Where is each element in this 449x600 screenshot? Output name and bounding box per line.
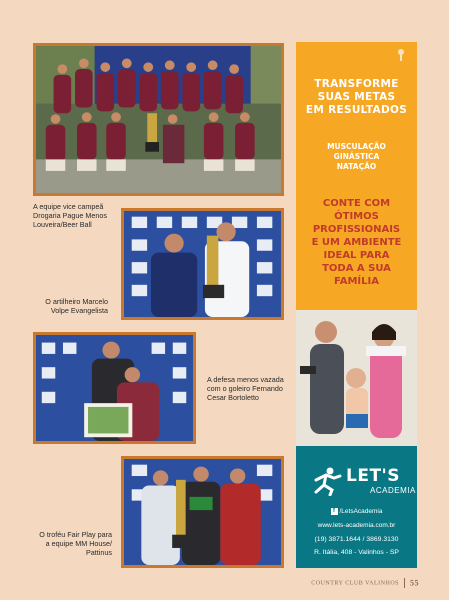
facebook-icon: f [331,508,338,515]
ad-services [296,142,417,172]
tagline-line: ÓTIMOS [334,211,379,222]
service-item: NATAÇÃO [336,162,377,171]
brand-name: LET'S [346,466,400,486]
fairplay-caption [20,530,112,557]
caption-line: Cesar Bortoletto [207,393,259,402]
ad-title-line: TRANSFORME [314,78,399,90]
defense-caption [207,375,284,402]
caption-line: O artilheiro Marcelo [45,297,108,306]
tagline-line: PROFISSIONAIS [312,224,401,235]
tagline-line: CONTE COM [322,198,391,209]
caption-line: Louveira/Beer Ball [33,220,92,229]
ad-title [296,78,417,117]
tagline-line: E UM AMBIENTE [311,237,402,248]
team-caption [33,202,107,229]
team-photo [33,43,284,196]
ad-title-line: SUAS METAS [317,91,396,103]
service-item: GINÁSTICA [333,152,380,161]
service-item: MUSCULAÇÃO [327,142,386,151]
footer-club-name: COUNTRY CLUB VALINHOS [311,580,399,587]
caption-line: Pattinus [86,548,112,557]
page-number: 55 [410,578,419,588]
caption-line: A equipe vice campeã [33,202,104,211]
website-link[interactable]: www.lets-academia.com.br [317,522,396,529]
ad-title-line: EM RESULTADOS [305,104,408,116]
caption-line: Drogaria Pague Menos [33,211,107,220]
ad-tagline [296,197,417,288]
caption-line: A defesa menos vazada [207,375,284,384]
lets-logo [310,466,416,500]
scorer-caption [20,297,108,315]
tagline-line: IDEAL PARA [323,250,390,261]
tagline-line: FAMÍLIA [334,276,379,287]
lets-academia-ad [296,42,417,568]
scorer-photo [121,208,284,320]
caption-line: com o goleiro Fernando [207,384,283,393]
logo-mark-icon [396,48,406,62]
page-footer [311,578,419,588]
address: R. Itália, 408 - Valinhos - SP [314,549,399,556]
caption-line: Volpe Evangelista [50,306,108,315]
footer-divider [404,578,405,588]
facebook-row [296,508,417,515]
facebook-handle: /LetsAcademia [339,508,383,516]
caption-line: a equipe MM House/ [45,539,112,548]
caption-line: O troféu Fair Play para [39,530,112,539]
brand-subtitle: ACADEMIA [370,486,416,495]
runner-icon [310,466,342,496]
fairplay-photo [121,456,284,568]
defense-photo [33,332,196,444]
phone-numbers: (19) 3871.1644 / 3869.3130 [314,536,399,543]
family-photo [296,310,417,450]
tagline-line: TODA A SUA [322,263,391,274]
